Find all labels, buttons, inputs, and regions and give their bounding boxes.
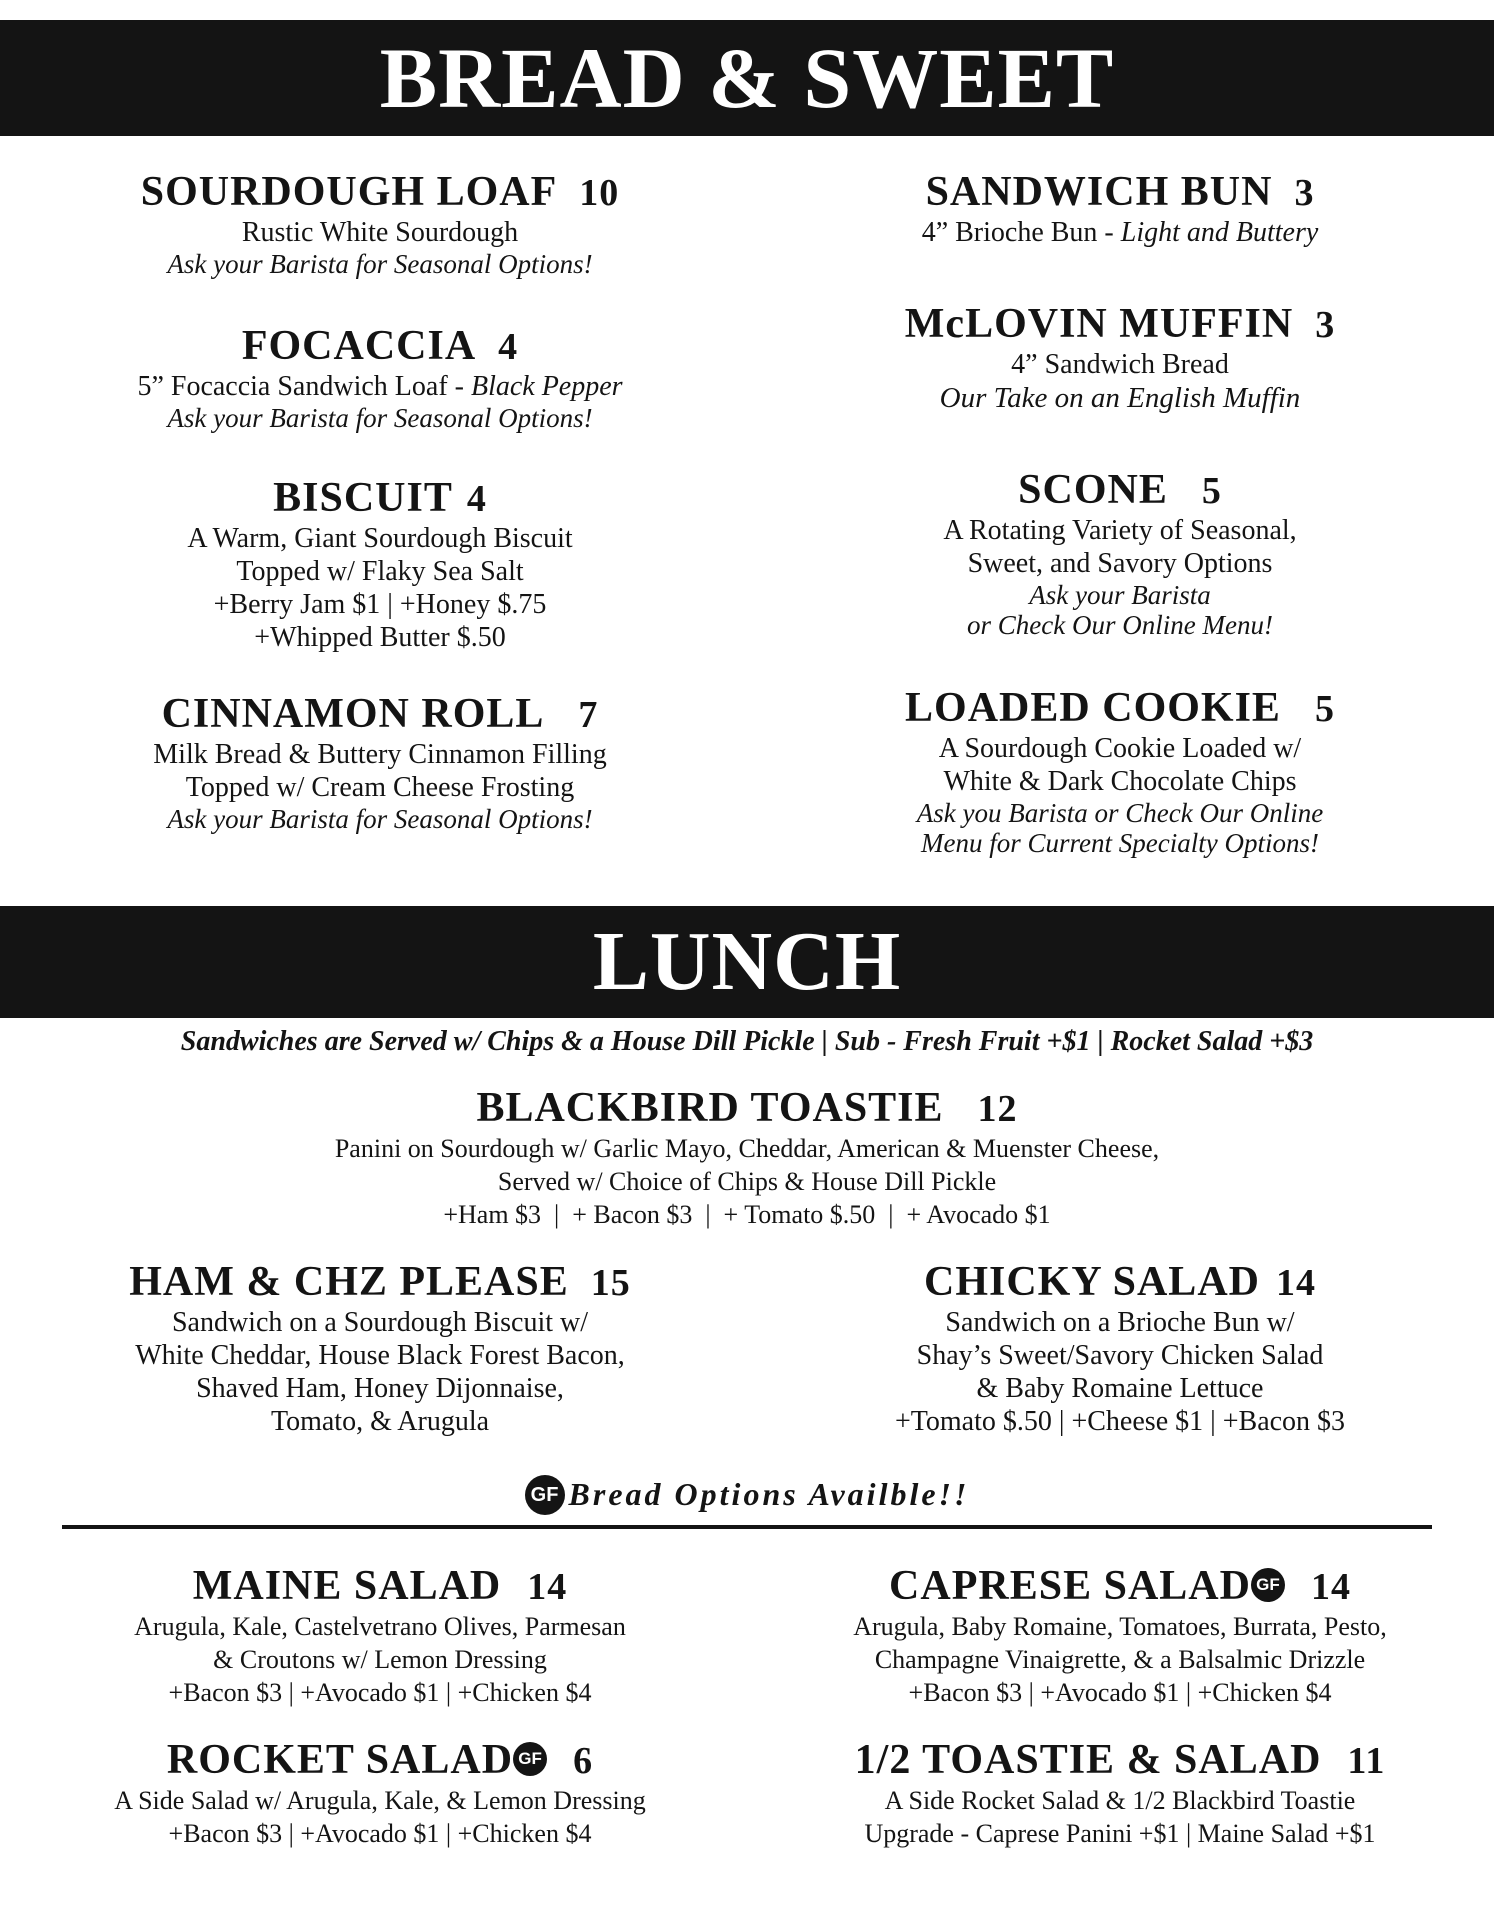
item-price: 6 [573,1740,594,1782]
item-description: Milk Bread & Buttery Cinnamon Filling [153,739,607,771]
item-title [40,474,720,522]
item-price: 14 [1310,1566,1351,1608]
menu-item-sourdough-loaf [40,168,720,279]
item-addons: +Bacon $3 | +Avocado $1 | +Chicken $4 [168,1678,592,1708]
item-description [40,370,720,403]
menu-item-rocket-salad [40,1736,720,1850]
item-description: & Baby Romaine Lettuce [976,1373,1264,1405]
item-name: MAINE SALAD [192,1563,502,1609]
menu-item-blackbird-toastie [40,1084,1454,1231]
item-name: CHICKY SALAD [924,1259,1260,1305]
item-description: White Cheddar, House Black Forest Bacon, [135,1340,625,1372]
item-price: 12 [977,1088,1018,1130]
item-description: Panini on Sourdough w/ Garlic Mayo, Cheddar, American & Muenster Cheese, [334,1134,1160,1164]
item-description-italic: Black Pepper [470,371,623,403]
item-title [780,466,1460,514]
item-name: SOURDOUGH LOAF [140,169,558,215]
menu-item-biscuit [40,474,720,654]
item-description: Shay’s Sweet/Savory Chicken Salad [916,1340,1324,1372]
item-name: BLACKBIRD TOASTIE [476,1085,944,1131]
item-description: Topped w/ Flaky Sea Salt [236,556,524,588]
item-description: Sandwich on a Sourdough Biscuit w/ [171,1307,589,1339]
item-price: 5 [1201,470,1222,512]
item-title [780,1562,1460,1610]
item-addons: +Tomato $.50 | +Cheese $1 | +Bacon $3 [894,1406,1346,1438]
item-description: A Side Salad w/ Arugula, Kale, & Lemon Dressing [114,1786,646,1816]
gf-bread-options [0,1476,1494,1518]
gf-options-text: Bread Options Availble!! [568,1476,970,1512]
item-title [40,322,720,370]
menu-item-loaded-cookie [780,684,1460,858]
item-title [780,300,1460,348]
item-price: 14 [1275,1262,1316,1304]
gluten-free-icon: GF [513,1742,547,1776]
item-price: 3 [1315,304,1336,346]
item-name: CAPRESE SALAD [889,1563,1251,1609]
item-price: 11 [1347,1740,1386,1782]
item-price: 3 [1294,172,1315,214]
item-title [780,684,1460,732]
menu-item-caprese-salad [780,1562,1460,1709]
item-description: Tomato, & Arugula [270,1406,490,1438]
item-description [780,216,1460,249]
item-addons: +Bacon $3 | +Avocado $1 | +Chicken $4 [168,1819,592,1849]
item-description: Topped w/ Cream Cheese Frosting [185,772,575,804]
item-description-italic: Light and Buttery [1120,217,1319,249]
item-name: BISCUIT [273,475,453,521]
gluten-free-icon: GF [525,1475,565,1515]
item-price: 4 [466,478,487,520]
item-title [780,1736,1460,1784]
menu-item-sandwich-bun [780,168,1460,249]
item-description: White & Dark Chocolate Chips [943,766,1297,798]
item-note: Menu for Current Specialty Options! [921,828,1319,859]
menu-item-maine-salad [40,1562,720,1709]
item-description: Sweet, and Savory Options [967,548,1273,580]
item-name: SANDWICH BUN [925,169,1273,215]
item-description: Champagne Vinaigrette, & a Balsalmic Drizzle [874,1645,1366,1675]
item-title [40,1562,720,1610]
item-description-text: 4” Brioche Bun - [921,217,1121,249]
item-name: LOADED COOKIE [905,685,1281,731]
item-price: 5 [1314,688,1335,730]
item-addons: +Ham $3 | + Bacon $3 | + Tomato $.50 | + Avocado $1 [443,1200,1051,1230]
item-description: A Warm, Giant Sourdough Biscuit [187,523,573,555]
item-addons: +Berry Jam $1 | +Honey $.75 [213,589,547,621]
item-description: Shaved Ham, Honey Dijonnaise, [196,1373,564,1405]
item-title [40,168,720,216]
item-note: or Check Our Online Menu! [967,610,1273,641]
item-note: Ask your Barista for Seasonal Options! [167,804,593,835]
item-title [40,1736,720,1784]
section-divider [62,1525,1432,1529]
item-price: 4 [498,326,519,368]
item-name: HAM & CHZ PLEASE [129,1259,569,1305]
item-price: 14 [527,1566,568,1608]
item-note: Ask your Barista [1029,580,1211,611]
item-addons: +Bacon $3 | +Avocado $1 | +Chicken $4 [908,1678,1332,1708]
item-description: Rustic White Sourdough [241,217,519,249]
menu-item-ham-chz-please [40,1258,720,1438]
item-name: FOCACCIA [241,323,477,369]
menu-item-scone [780,466,1460,640]
item-title [780,168,1460,216]
item-title [780,1258,1460,1306]
item-description: Sandwich on a Brioche Bun w/ [945,1307,1295,1339]
item-description: A Sourdough Cookie Loaded w/ [938,733,1302,765]
lunch-sides-note: Sandwiches are Served w/ Chips & a House Dill Pickle | Sub - Fresh Fruit +$1 | Rocket Salad +$3 [180,1026,1314,1057]
item-note: Ask your Barista for Seasonal Options! [167,403,593,434]
item-name: ROCKET SALAD [166,1737,514,1783]
item-title [40,690,720,738]
item-addons: Upgrade - Caprese Panini +$1 | Maine Salad +$1 [864,1819,1376,1849]
lunch-header: LUNCH [0,906,1494,1018]
item-description: Served w/ Choice of Chips & House Dill Pickle [497,1167,997,1197]
item-name: 1/2 TOASTIE & SALAD [854,1737,1322,1783]
item-name: SCONE [1018,467,1168,513]
item-price: 15 [590,1262,631,1304]
item-name: CINNAMON ROLL [161,691,545,737]
item-title [40,1084,1454,1132]
item-description-text: 5” Focaccia Sandwich Loaf - [137,371,471,403]
bread-sweet-header: BREAD & SWEET [0,20,1494,136]
item-note: Ask you Barista or Check Our Online [916,798,1324,829]
item-description: Arugula, Baby Romaine, Tomatoes, Burrata, Pesto, [853,1612,1387,1642]
item-price: 10 [579,172,620,214]
item-description: A Side Rocket Salad & 1/2 Blackbird Toastie [884,1786,1356,1816]
item-description: 4” Sandwich Bread [1011,349,1229,381]
item-note: Our Take on an English Muffin [939,382,1301,415]
item-description: Arugula, Kale, Castelvetrano Olives, Parmesan [134,1612,626,1642]
menu-item-chicky-salad [780,1258,1460,1438]
item-note: Ask your Barista for Seasonal Options! [167,249,593,280]
item-price: 7 [578,694,599,736]
menu-item-mclovin-muffin [780,300,1460,415]
menu-item-cinnamon-roll [40,690,720,834]
item-name: McLOVIN MUFFIN [904,301,1294,347]
item-description: A Rotating Variety of Seasonal, [943,515,1297,547]
item-description: & Croutons w/ Lemon Dressing [213,1645,547,1675]
menu-item-half-toastie-salad [780,1736,1460,1850]
gluten-free-icon: GF [1251,1568,1285,1602]
menu-item-focaccia [40,322,720,433]
item-addons: +Whipped Butter $.50 [254,622,506,654]
item-title [40,1258,720,1306]
